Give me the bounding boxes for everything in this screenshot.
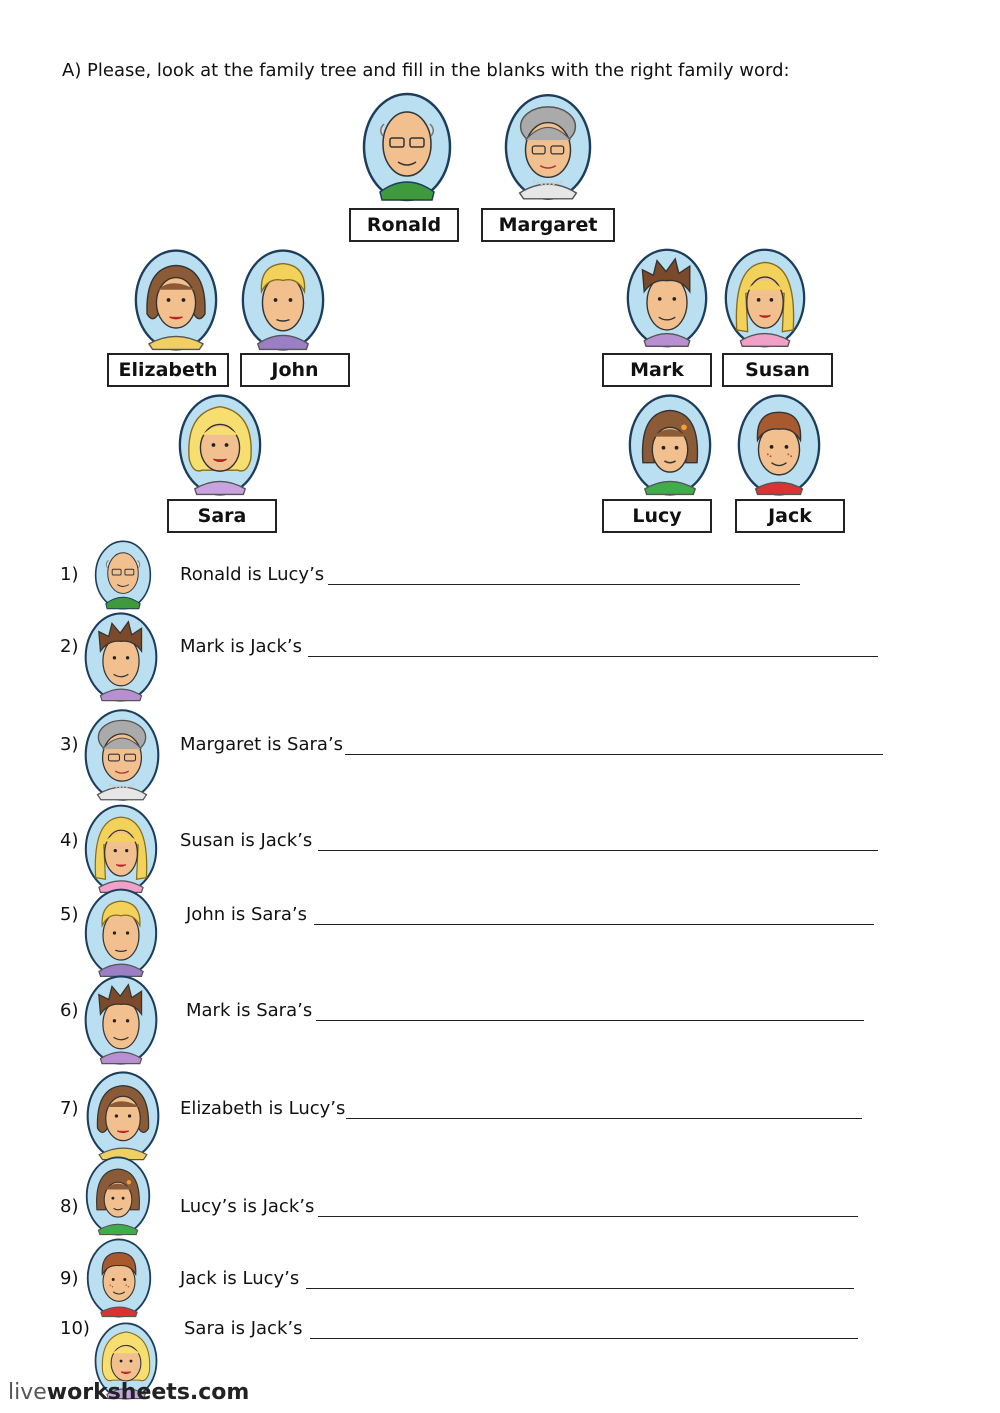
- question-number: 3): [60, 734, 79, 755]
- question-text: Elizabeth is Lucy’s: [180, 1098, 346, 1119]
- name-susan: Susan: [722, 353, 833, 387]
- instruction-text: A) Please, look at the family tree and fill in the blanks with the right family word:: [62, 60, 790, 81]
- question-number: 9): [60, 1268, 79, 1289]
- name-sara: Sara: [167, 499, 277, 533]
- question-number: 8): [60, 1196, 79, 1217]
- name-jack: Jack: [735, 499, 845, 533]
- name-lucy: Lucy: [602, 499, 712, 533]
- jack-icon: [86, 1238, 152, 1318]
- answer-blank-4[interactable]: [318, 850, 878, 851]
- name-ronald: Ronald: [349, 208, 459, 242]
- question-text: Jack is Lucy’s: [180, 1268, 300, 1289]
- susan-portrait: [724, 246, 806, 350]
- sara-portrait: [178, 393, 262, 497]
- susan-icon: [84, 804, 158, 894]
- answer-blank-3[interactable]: [345, 754, 883, 755]
- john-portrait: [241, 248, 325, 352]
- answer-blank-7[interactable]: [346, 1118, 862, 1119]
- question-text: Lucy’s is Jack’s: [180, 1196, 315, 1217]
- name-john: John: [240, 353, 350, 387]
- elizabeth-icon: [86, 1070, 160, 1162]
- question-number: 4): [60, 830, 79, 851]
- elizabeth-portrait: [134, 248, 218, 352]
- question-text: Mark is Sara’s: [186, 1000, 313, 1021]
- margaret-portrait: [504, 92, 592, 202]
- name-margaret: Margaret: [481, 208, 615, 242]
- question-number: 10): [60, 1318, 90, 1339]
- answer-blank-10[interactable]: [310, 1338, 858, 1339]
- mark-icon: [84, 974, 158, 1066]
- answer-blank-8[interactable]: [318, 1216, 858, 1217]
- name-mark: Mark: [602, 353, 712, 387]
- answer-blank-1[interactable]: [328, 584, 800, 585]
- question-number: 7): [60, 1098, 79, 1119]
- john-icon: [84, 888, 158, 978]
- jack-portrait: [737, 393, 821, 497]
- mark-icon: [84, 610, 158, 704]
- ronald-portrait: [362, 92, 452, 202]
- question-number: 6): [60, 1000, 79, 1021]
- answer-blank-5[interactable]: [314, 924, 874, 925]
- answer-blank-2[interactable]: [308, 656, 878, 657]
- question-text: Mark is Jack’s: [180, 636, 302, 657]
- margaret-icon: [84, 708, 160, 802]
- question-number: 2): [60, 636, 79, 657]
- ronald-icon: [94, 540, 152, 610]
- question-text: Sara is Jack’s: [184, 1318, 303, 1339]
- liveworksheets-logo: liveworksheets.com: [8, 1380, 250, 1405]
- question-number: 5): [60, 904, 79, 925]
- question-number: 1): [60, 564, 79, 585]
- question-text: John is Sara’s: [186, 904, 307, 925]
- answer-blank-6[interactable]: [316, 1020, 864, 1021]
- question-text: Ronald is Lucy’s: [180, 564, 325, 585]
- answer-blank-9[interactable]: [306, 1288, 854, 1289]
- question-text: Margaret is Sara’s: [180, 734, 344, 755]
- lucy-icon: [84, 1156, 152, 1236]
- lucy-portrait: [628, 392, 712, 498]
- name-elizabeth: Elizabeth: [107, 353, 229, 387]
- question-text: Susan is Jack’s: [180, 830, 313, 851]
- mark-portrait: [626, 246, 708, 350]
